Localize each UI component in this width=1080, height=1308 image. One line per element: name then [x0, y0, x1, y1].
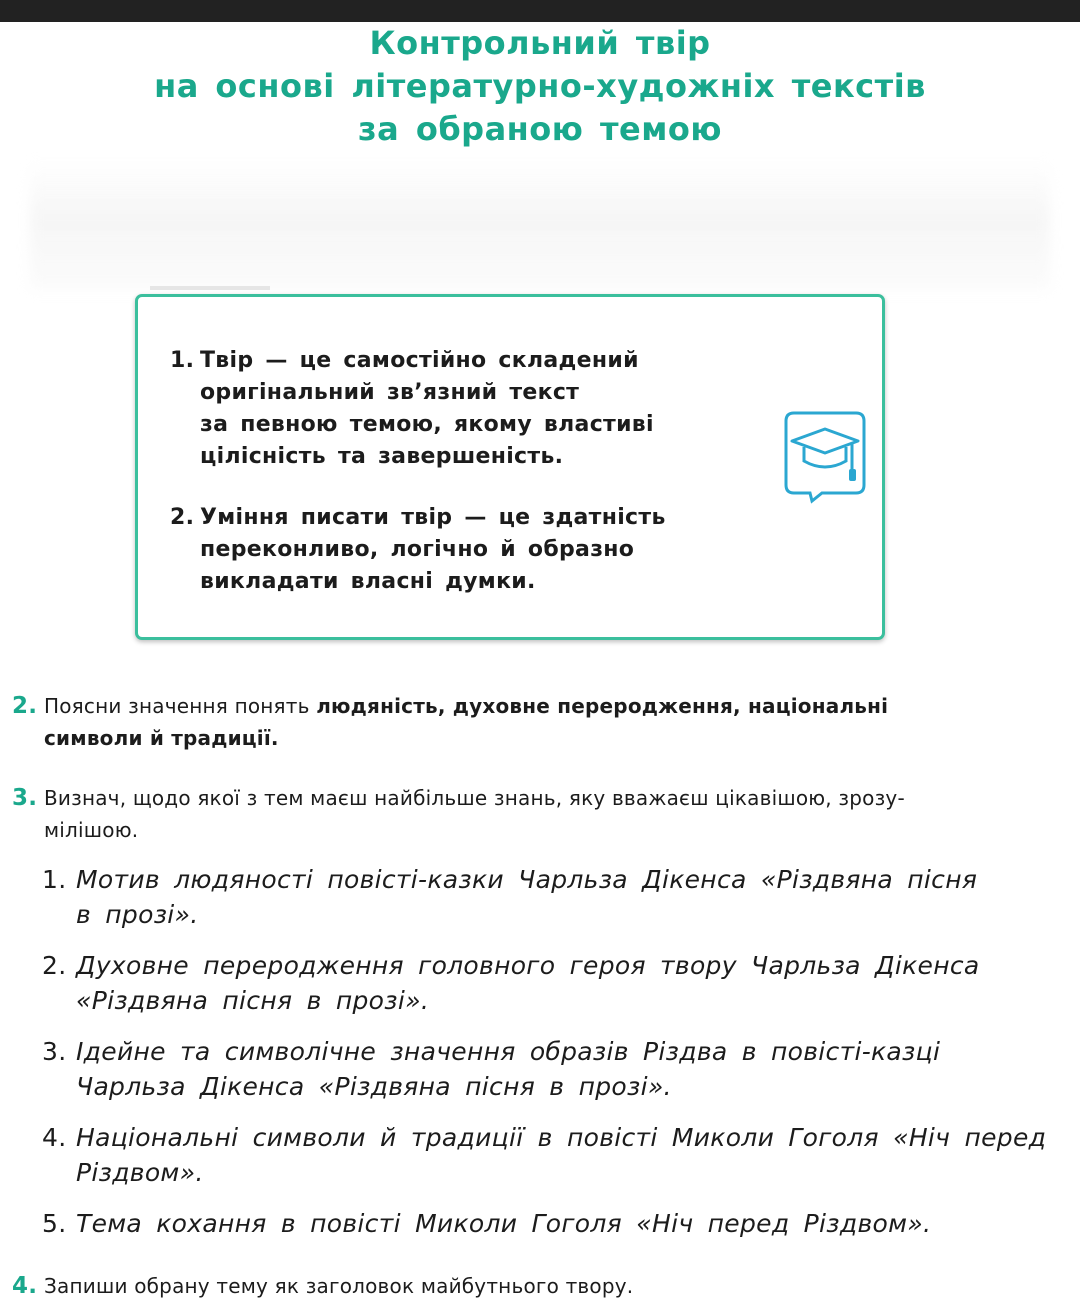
topic-item-3: [42, 1034, 940, 1104]
task-3-text-cont: мілішою.: [44, 818, 139, 842]
topic-line: Чарльза Дікенса «Різдвяна пісня в прозі».: [76, 1072, 672, 1101]
faded-overlay: [30, 160, 1050, 290]
definition-item-2: [170, 502, 666, 598]
page-title: [0, 22, 1080, 151]
definition-number: 2.: [170, 505, 195, 530]
topic-line: Національні символи й традиції в повісті Миколи Гоголя «Ніч перед: [76, 1123, 1047, 1152]
task-number: 2.: [12, 693, 38, 719]
topic-line: «Різдвяна пісня в прозі».: [76, 986, 430, 1015]
task-number: 4.: [12, 1273, 38, 1299]
task-number: 3.: [12, 785, 38, 811]
task-2-terms: людяність, духовне переродження, національні: [316, 694, 889, 718]
title-line-3: за обраною темою: [358, 110, 722, 148]
topic-item-4: [42, 1120, 1046, 1190]
topic-line: Ідейне та символічне значення образів Різдва в повісті-казці: [76, 1037, 941, 1066]
topic-line: Тема кохання в повісті Миколи Гоголя «Ніч перед Різдвом».: [76, 1209, 932, 1238]
definition-line: Уміння писати твір — це здатність: [200, 505, 666, 530]
topic-line: Духовне переродження головного героя твору Чарльза Дікенса: [76, 951, 980, 980]
topic-number: 3.: [42, 1037, 67, 1066]
topic-number: 4.: [42, 1123, 67, 1152]
definition-box: [135, 294, 885, 640]
definition-line: за певною темою, якому властиві: [200, 412, 654, 437]
definition-line: переконливо, логічно й образно: [200, 537, 635, 562]
topic-number: 1.: [42, 865, 67, 894]
definition-number: 1.: [170, 348, 195, 373]
topic-line: в прозі».: [76, 900, 199, 929]
task-3: [12, 782, 905, 846]
definition-line: оригінальний зв’язний текст: [200, 380, 580, 405]
definition-line: цілісність та завершеність.: [200, 444, 564, 469]
topic-item-1: [42, 862, 977, 932]
topic-number: 2.: [42, 951, 67, 980]
title-line-1: Контрольний твір: [369, 24, 711, 62]
task-2-terms-cont: символи й традиції.: [44, 726, 279, 750]
definition-line: Твір — це самостійно складений: [200, 348, 639, 373]
task-2-text: Поясни значення понять: [44, 694, 310, 718]
task-2: [12, 690, 888, 754]
top-bar: [0, 0, 1080, 22]
topic-item-2: [42, 948, 980, 1018]
title-line-2: на основі літературно-художніх текстів: [154, 67, 926, 105]
topic-line: Мотив людяності повісті-казки Чарльза Дікенса «Різдвяна пісня: [76, 865, 978, 894]
graduation-cap-icon: [782, 409, 868, 505]
task-4: [12, 1270, 633, 1302]
faded-divider: [150, 286, 270, 290]
definition-line: викладати власні думки.: [200, 569, 536, 594]
topic-number: 5.: [42, 1209, 67, 1238]
task-3-text: Визнач, щодо якої з тем маєш найбільше знань, яку вважаєш цікавішою, зрозу-: [44, 786, 905, 810]
definition-item-1: [170, 345, 654, 473]
topic-line: Різдвом».: [76, 1158, 204, 1187]
topic-item-5: [42, 1206, 931, 1241]
task-4-text: Запиши обрану тему як заголовок майбутнього твору.: [44, 1274, 634, 1298]
